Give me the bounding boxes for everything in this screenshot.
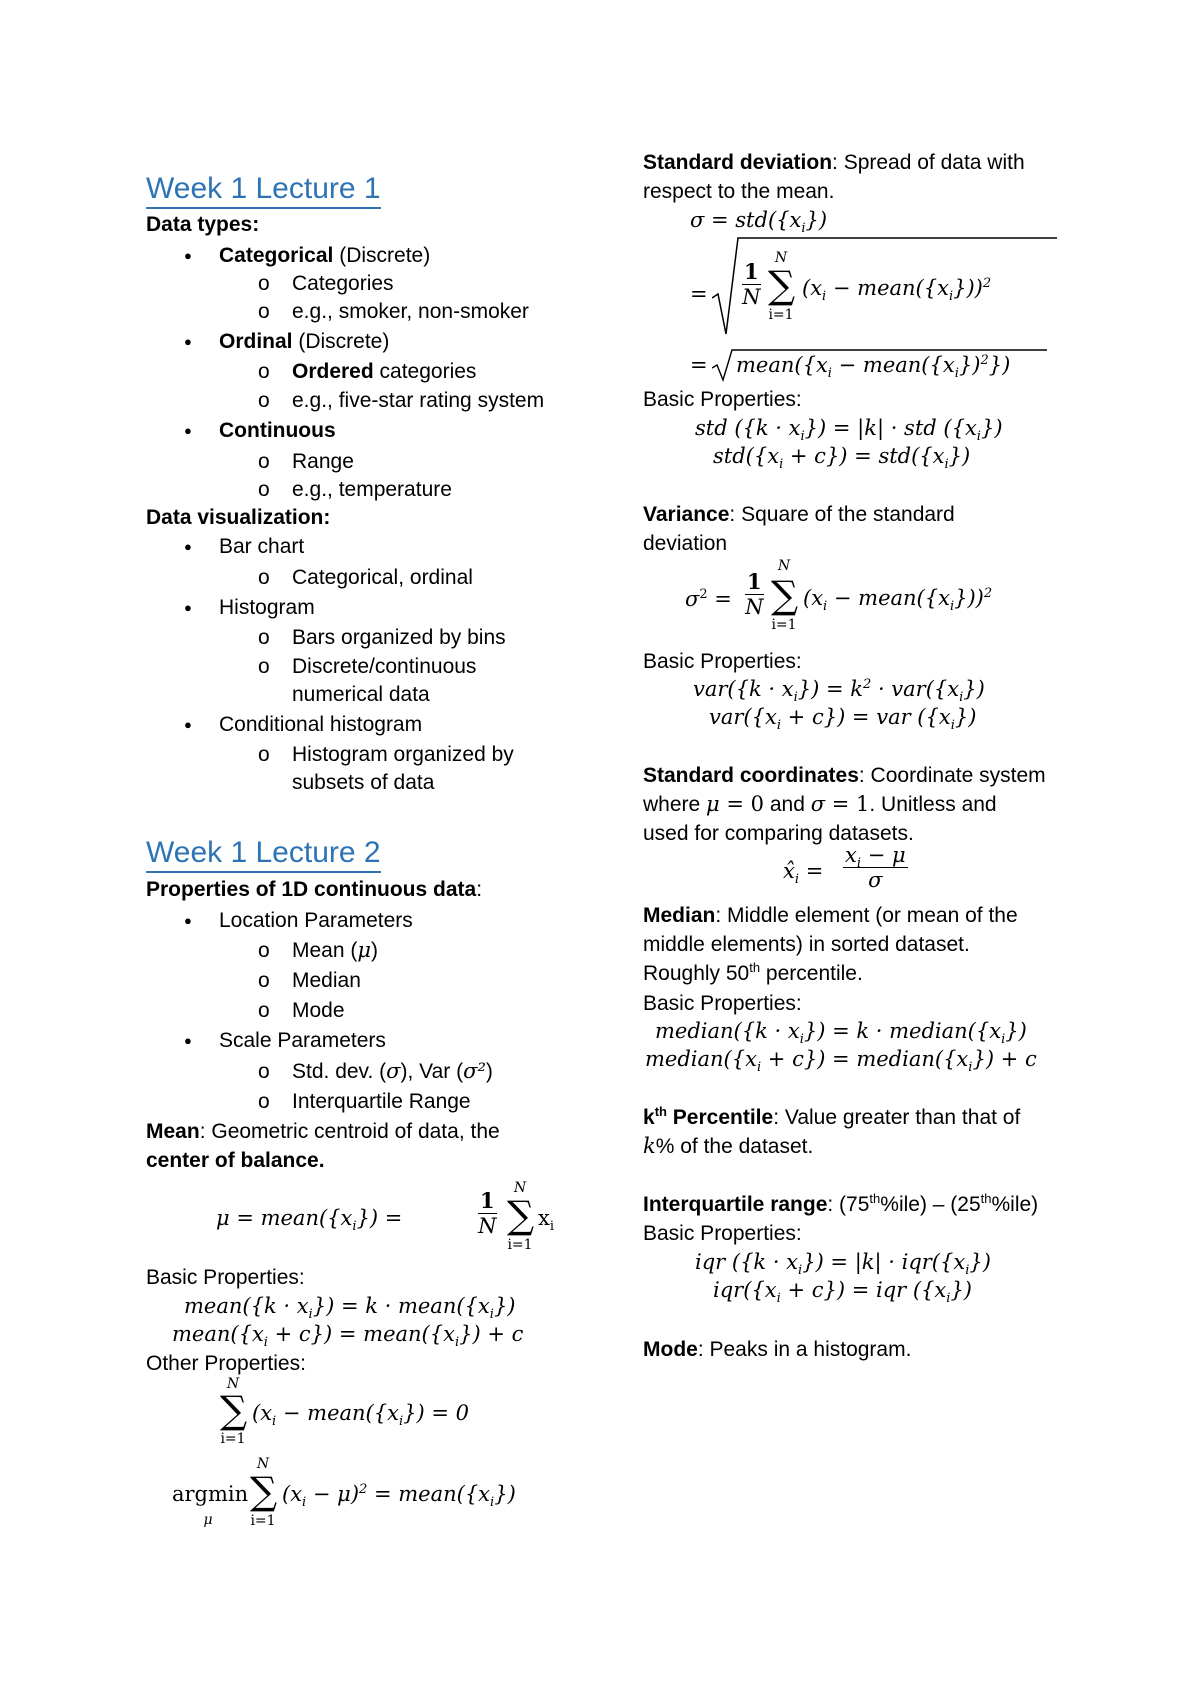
sub-bar-chart: o Categorical, ordinal <box>292 563 473 592</box>
std-property-shift: $std(\{x_i + c\}) = std(\{x_i\})$ <box>713 444 971 473</box>
median-property-shift: $median(\{x_i + c\})$ = $median(\{x_i\}) + c$ <box>645 1047 1037 1076</box>
sub-range: o Range <box>292 447 354 476</box>
sub-median: o Median <box>292 966 361 995</box>
data-vis-label: Data visualization: <box>146 506 331 529</box>
standard-coordinates-cont2: used for comparing datasets. <box>643 822 914 845</box>
median-basic-properties-label: Basic Properties: <box>643 992 802 1015</box>
data-types-label: Data types: <box>146 213 260 236</box>
kth-percentile-definition: $k^{th}$ Percentile: Value greater than that of <box>643 1104 1021 1129</box>
mean-definition: Mean: Geometric centroid of data, the <box>146 1120 500 1143</box>
median-definition-cont: middle elements) in sorted dataset. <box>643 933 970 956</box>
heading-week1-lecture1: Week 1 Lecture 1 <box>146 172 381 209</box>
mean-property-shift: $mean(\{x_i + c\})$ = $mean(\{x_i\}) + c$ <box>172 1322 524 1351</box>
var-property-scale: $var(\{k \cdot x_i\}) = k^2 \cdot var(\{x_i\})$ <box>693 677 985 706</box>
variance-formula: $\sigma^2$ = $\frac{1}{N}$ N ∑ i=1 ($x_i$ − $mean(\{x_i\}))^2$ <box>685 558 993 633</box>
sub-histogram-numerical: o Discrete/continuous <box>292 652 476 681</box>
std-definition-cont: respect to the mean. <box>643 180 835 203</box>
std-basic-properties-label: Basic Properties: <box>643 388 802 411</box>
standard-coordinates-cont: where μ = 0 and σ = 1. Unitless and <box>643 792 997 816</box>
bullet-categorical: ● Categorical (Discrete) <box>219 241 430 270</box>
kth-percentile-cont: k% of the dataset. <box>643 1134 814 1158</box>
sub-iqr: o Interquartile Range <box>292 1087 471 1116</box>
bullet-continuous: ● Continuous <box>219 416 336 445</box>
median-property-scale: median({k · $x_i\}) = k$ · $median(\{x_i\})$ <box>655 1019 1027 1048</box>
std-definition: Standard deviation: Spread of data with <box>643 151 1025 174</box>
iqr-definition: Interquartile range: (75th%ile) – (25th%ile) <box>643 1191 1039 1216</box>
mean-property-scale: mean({k · $x_i\}) = k$ · $mean(\{x_i\})$ <box>184 1294 516 1323</box>
variance-definition-cont: deviation <box>643 532 728 555</box>
bullet-scale-params: ● Scale Parameters <box>219 1026 386 1055</box>
mean-definition-cont: center of balance. <box>146 1149 325 1172</box>
sub-ordered-categories: o Ordered categories <box>292 357 476 386</box>
sub-cond-histogram-cont: subsets of data <box>292 771 435 794</box>
properties-label: Properties of 1D continuous data: <box>146 878 483 901</box>
bullet-bar-chart: ● Bar chart <box>219 532 304 561</box>
other-properties-label: Other Properties: <box>146 1352 306 1375</box>
std-formula-3: = $mean(\{x_i$ − $mean(\{x_i\})^2$}) <box>690 348 1060 382</box>
mode-definition: Mode: Peaks in a histogram. <box>643 1338 912 1361</box>
var-property-shift: $var(\{x_i + c\})$ = var $(\{x_i\})$ <box>709 705 977 734</box>
sub-mode: o Mode <box>292 996 345 1025</box>
bullet-conditional-histogram: ● Conditional histogram <box>219 710 422 739</box>
sub-histogram-bins: o Bars organized by bins <box>292 623 506 652</box>
bullet-location-params: ● Location Parameters <box>219 906 413 935</box>
iqr-property-shift: $iqr(\{x_i + c\})$ = iqr $(\{x_i\})$ <box>713 1278 972 1307</box>
sub-std-var: o Std. dev. (σ), Var (σ²) <box>292 1057 493 1086</box>
var-basic-properties-label: Basic Properties: <box>643 650 802 673</box>
variance-definition: Variance: Square of the standard <box>643 503 955 526</box>
median-definition: Median: Middle element (or mean of the <box>643 904 1018 927</box>
heading-week1-lecture2: Week 1 Lecture 2 <box>146 836 381 873</box>
sub-categories: o Categories <box>292 269 394 298</box>
bullet-ordinal: ● Ordinal (Discrete) <box>219 327 389 356</box>
iqr-basic-properties-label: Basic Properties: <box>643 1222 802 1245</box>
std-formula-1: $\sigma = std(\{x_i\})$ <box>690 208 828 237</box>
standard-coordinates-definition: Standard coordinates: Coordinate system <box>643 764 1046 787</box>
sub-mean: o Mean (μ) <box>292 936 378 965</box>
sub-continuous-example: o e.g., temperature <box>292 475 452 504</box>
median-definition-cont2: Roughly 50th percentile. <box>643 960 863 985</box>
sub-categorical-example: o e.g., smoker, non-smoker <box>292 297 529 326</box>
std-formula-2: = $\frac{1}{N}$ N ∑ i=1 ($x_i$ − $mean(\{x_i\}))^2$ <box>690 236 1060 336</box>
sub-histogram-numerical-cont: numerical data <box>292 683 430 706</box>
sub-ordinal-example: o e.g., five-star rating system <box>292 386 544 415</box>
sub-cond-histogram: o Histogram organized by <box>292 740 514 769</box>
std-property-scale: std $(\{k \cdot x_i\}) = |k|$ · std $(\{x_i\})$ <box>695 416 1003 445</box>
iqr-property-scale: iqr $(\{k \cdot x_i\}) = |k| \cdot iqr(\{x_i\})$ <box>695 1250 991 1279</box>
basic-properties-label: Basic Properties: <box>146 1266 305 1289</box>
standard-coordinate-formula: $x̂_i$ = $\frac{x_i - \mu}{\sigma}$ <box>783 843 906 892</box>
bullet-histogram: ● Histogram <box>219 593 315 622</box>
